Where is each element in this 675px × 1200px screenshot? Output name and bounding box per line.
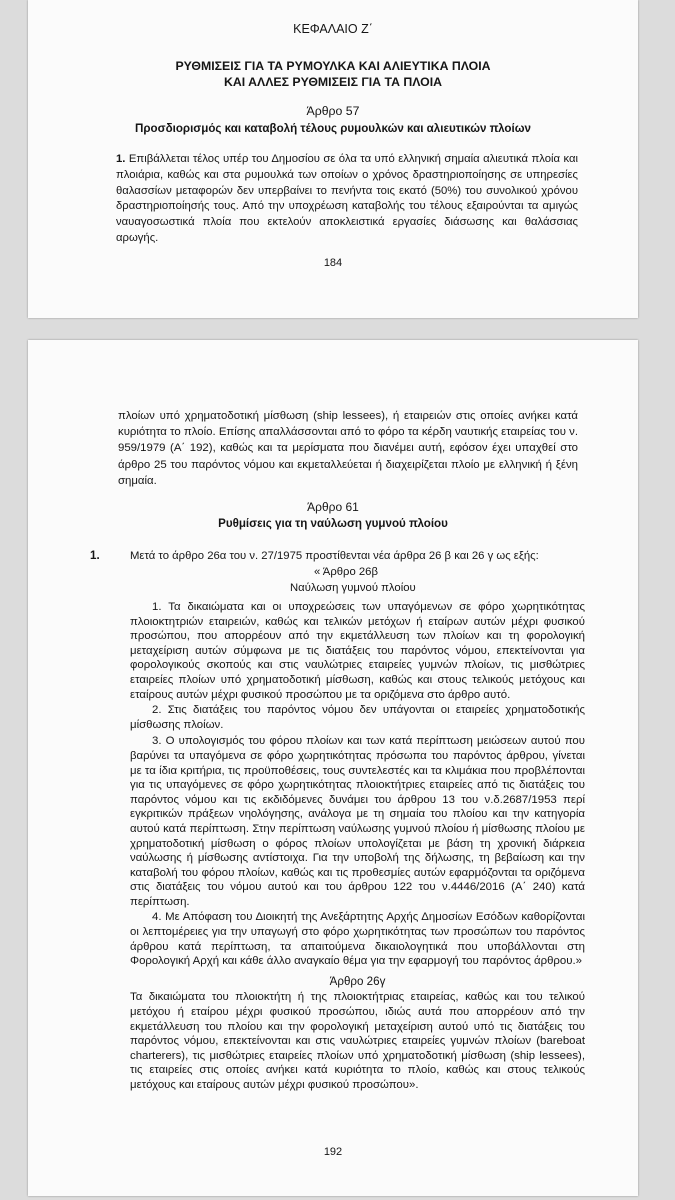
chapter-heading: ΚΕΦΑΛΑΙΟ Ζ΄ bbox=[293, 22, 373, 36]
page-number: 192 bbox=[323, 1146, 343, 1158]
document-page-184 bbox=[28, 0, 638, 318]
chapter-title-line-2: ΚΑΙ ΑΛΛΕΣ ΡΥΘΜΙΣΕΙΣ ΓΙΑ ΤΑ ΠΛΟΙΑ bbox=[224, 75, 442, 89]
paragraph-number: 1. bbox=[90, 549, 100, 562]
article-heading: Άρθρο 61 bbox=[307, 500, 359, 514]
paragraph-text: Επιβάλλεται τέλος υπέρ του Δημοσίου σε όλα τα υπό ελληνική σημαία αλιευτικά πλοία και πλοιάρια, καθώς και στα ρυμουλκά των οποίων ο χρόνος δραστηριοποίησης σε υπηρεσίες θαλασσίων μεταφορών δεν υπερβαίνει το πενήντα τοις εκατό (50%) του συνολικού χρόνου δραστηριοποίησής τους. Από την υποχρέωση καταβολής του τέλους εξαιρούνται τα αμιγώς ναυαγοσωστικά πλοία που εκτελούν αποκλειστικά εργασίες διάσωσης και θαλάσσιας αρωγής. bbox=[116, 153, 579, 244]
chapter-title-line-1: ΡΥΘΜΙΣΕΙΣ ΓΙΑ ΤΑ ΡΥΜΟΥΛΚΑ ΚΑΙ ΑΛΙΕΥΤΙΚΑ ΠΛΟΙΑ bbox=[175, 59, 491, 73]
clause-4: 4. Με Απόφαση του Διοικητή της Ανεξάρτητης Αρχής Δημοσίων Εσόδων καθορίζονται οι λεπτομέρειες για την υπαγωγή στο φόρο χωρητικότητας των προσώπων του παρόντος άρθρου κατά περίπτωση, τα απαιτούμενα δικαιολογητικά που υποβάλλονται στη Φορολογική Αρχή και κάθε άλλο αναγκαίο θέμα για την εφαρμογή του παρόντος άρθρου.» bbox=[130, 911, 585, 968]
clause-26g: Τα δικαιώματα του πλοιοκτήτη ή της πλοιοκτήτριας εταιρείας, καθώς και του τελικού μετόχου ή εταίρου μέχρι φυσικού προσώπου, ιδιώς αυτά που απορρέουν από την εκμετάλλευση του πλοίου και την φορολογική μεταχείριση αυτού υπό τις διατάξεις του παρόντος νόμου, επεκτείνονται και στις ναυλώτριες εταιρείες γυμνών πλοίων (bareboat charterers), τις μισθώτριες εταιρείες πλοίων υπό χρηματοδοτική μίσθωση (ship lessees), τις εταιρείες στις οποίες ανήκει κατά κυριότητα το πλοίο, καθώς και στους τελικούς μετόχους και εταίρους αυτών μέχρι φυσικού προσώπου». bbox=[130, 991, 585, 1091]
clause-1: 1. Τα δικαιώματα και οι υποχρεώσεις των υπαγόμενων σε φόρο χωρητικότητας πλοιοκτητριών εταιρειών, καθώς και τελικών μετόχων ή εταίρων αυτών μέχρι φυσικού προσώπου, που απορρέουν από την εκμετάλλευση των πλοίων και τη φορολογική μεταχείριση αυτών σύμφωνα με τις διατάξεις του παρόντος νόμου, επεκτείνονται για φορολογικούς σκοπούς και στις ναυλώτριες εταιρείες γυμνών πλοίων, τις μισθώτριες εταιρείες πλοίων υπό χρηματοδοτική μίσθωση, καθώς και στους τελικούς μετόχους και εταίρους αυτών μέχρι φυσικού προσώπου με τα οριζόμενα στο άρθρο αυτό. bbox=[130, 601, 585, 701]
paragraph-lead: Μετά το άρθρο 26α του ν. 27/1975 προστίθενται νέα άρθρα 26 β και 26 γ ως εξής: bbox=[130, 550, 539, 562]
chapter-title bbox=[28, 58, 638, 90]
clause-3: 3. Ο υπολογισμός του φόρου πλοίων και των κατά περίπτωση μειώσεων αυτού που βαρύνει τα υπαγόμενα σε φόρο χωρητικότητας πρόσωπα του παρόντος άρθρου, γίνεται με τα ίδια κριτήρια, τις προϋποθέσεις, τους συντελεστές και τα κλιμάκια που προβλέπονται για τις υπαγόμενες σε φόρο χωρητικότητας πλοιοκτήτριες εταιρείες από τις διατάξεις του παρόντος νόμου και τις εκδιδόμενες δυνάμει του άρθρου 13 του ν.δ.2687/1953 περί εγκριτικών πράξεων νηολόγησης, ανάλογα με τη σημαία του πλοίου και την κατηγορία αυτού κατά περίπτωση. Στην περίπτωση ναύλωσης γυμνού πλοίου ή μίσθωσης πλοίου με χρηματοδοτική μίσθωση ο φόρος πλοίων υπολογίζεται με βάση τη χρονική διάρκεια ναύλωσης ή μίσθωσης αντίστοιχα. Για την υποβολή της δήλωσης, τη βεβαίωση και την καταβολή του φόρου πλοίων, καθώς και τις προθεσμίες αυτών εφαρμόζονται τα οριζόμενα στις διατάξεις του νόμου αυτού και του άρθρου 122 του ν.4446/2016 (Α΄ 240) κατά περίπτωση. bbox=[130, 735, 585, 908]
document-page-192 bbox=[28, 340, 638, 1196]
article-title: Ρυθμίσεις για τη ναύλωση γυμνού πλοίου bbox=[218, 517, 448, 530]
article-paragraph bbox=[116, 152, 578, 247]
clause-2: 2. Στις διατάξεις του παρόντος νόμου δεν υπάγονται οι εταιρείες χρηματοδοτικής μίσθωσης πλοίων. bbox=[130, 704, 585, 731]
article-heading: Άρθρο 57 bbox=[306, 104, 360, 118]
sub-article-title: Ναύλωση γυμνού πλοίου bbox=[290, 582, 416, 594]
continuation-text: πλοίων υπό χρηματοδοτική μίσθωση (ship lessees), ή εταιρειών στις οποίες ανήκει κατά κυριότητα το πλοίο. Επίσης απαλλάσσονται από το φόρο τα κέρδη ναυτικής εταιρείας του ν. 959/1979 (Α΄ 192), καθώς και τα μερίσματα που διανέμει αυτή, εφόσον έχει υπαχθεί στο άρθρο 25 του παρόντος νόμου και εκμεταλλεύεται ή διαχειρίζεται πλοίο με ελληνική ή ξένη σημαία. bbox=[118, 410, 578, 487]
article-title: Προσδιορισμός και καταβολή τέλους ρυμουλκών και αλιευτικών πλοίων bbox=[135, 122, 531, 135]
paragraph-number: 1. bbox=[116, 153, 126, 165]
sub-article-body bbox=[130, 600, 585, 1093]
page-number: 184 bbox=[323, 257, 343, 269]
sub-article-heading-26g: Άρθρο 26γ bbox=[329, 974, 386, 988]
sub-article-heading: « Άρθρο 26β bbox=[314, 566, 378, 578]
